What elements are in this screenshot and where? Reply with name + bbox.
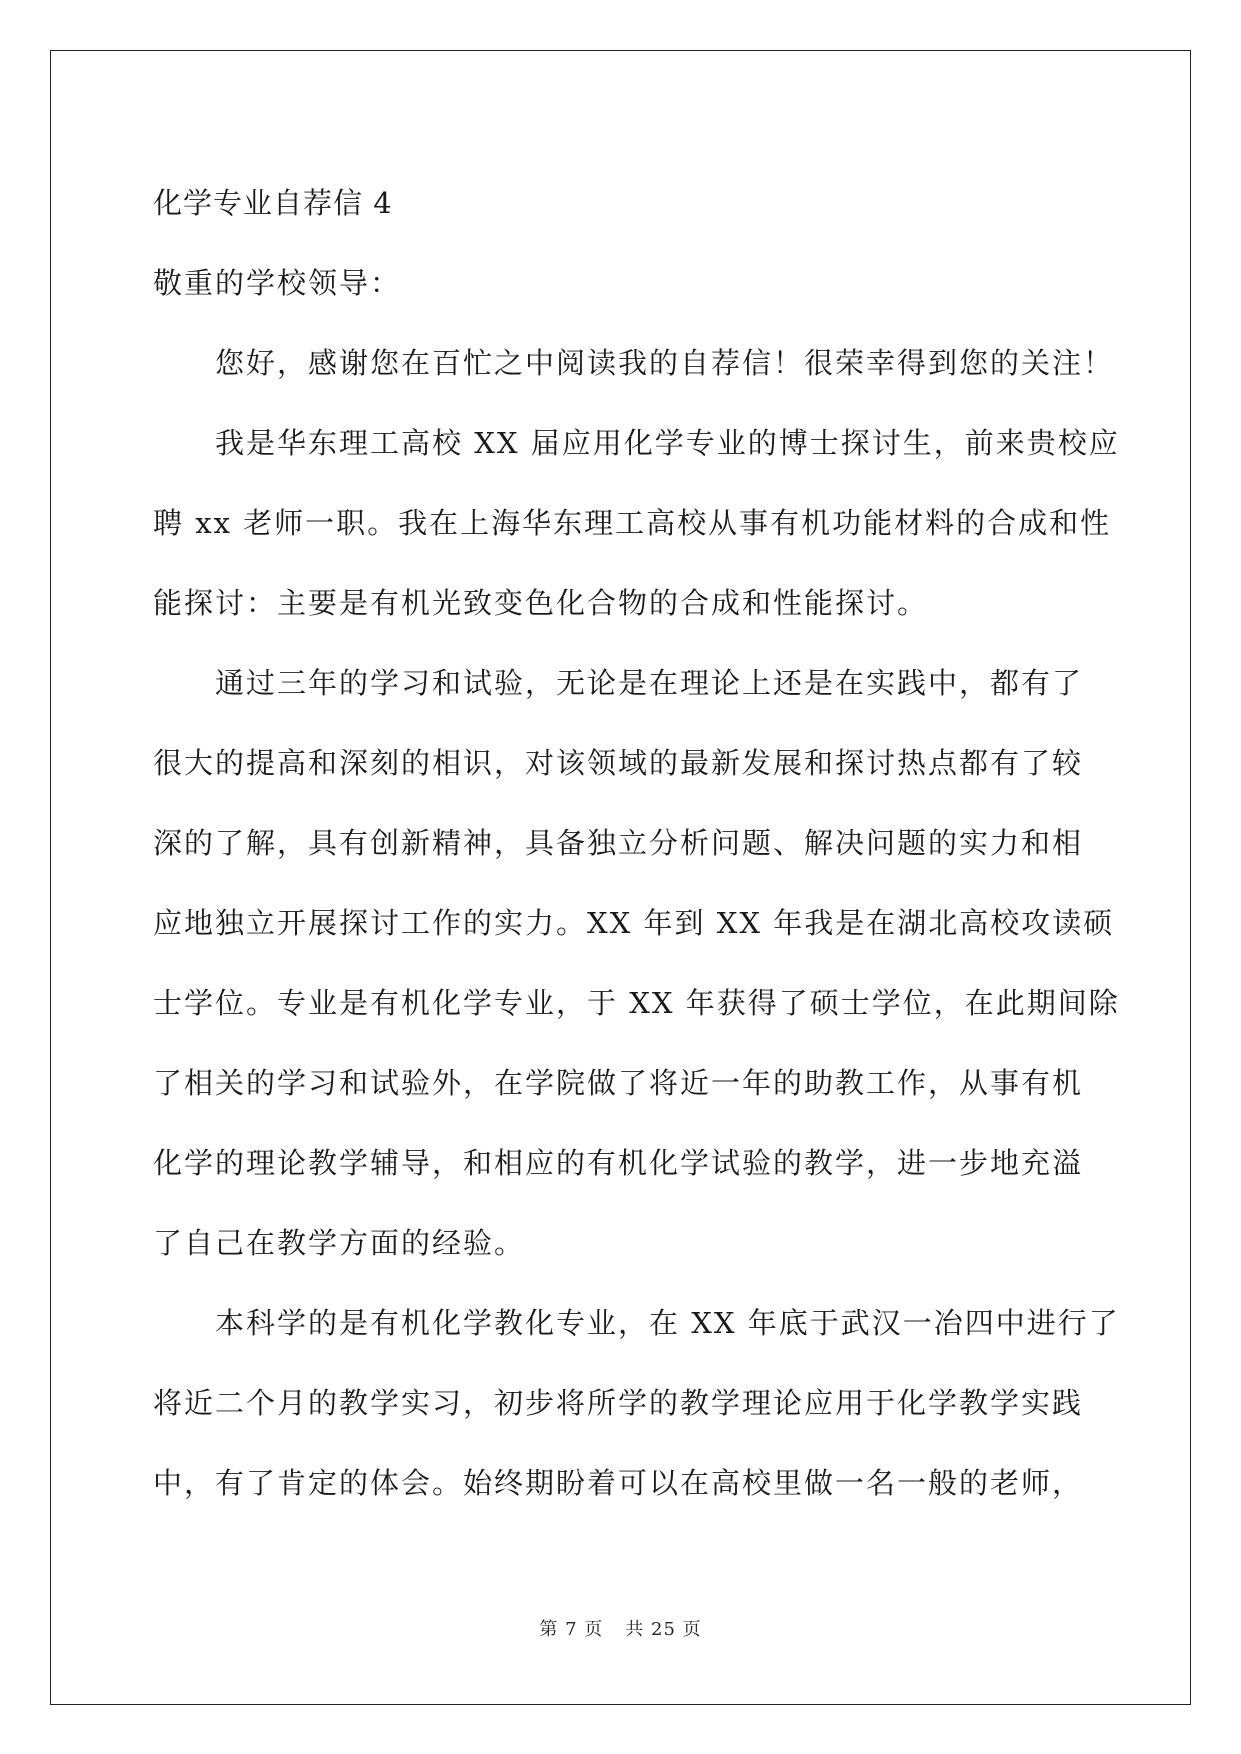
text-line: 聘 xx 老师一职。我在上海华东理工高校从事有机功能材料的合成和性 [153,506,1112,540]
page-number: 第 7 页 [539,1619,604,1640]
text-line: 应地独立开展探讨工作的实力。XX 年到 XX 年我是在湖北高校攻读硕 [153,906,1115,940]
text-line: 士学位。专业是有机化学专业，于 XX 年获得了硕士学位，在此期间除 [153,986,1120,1020]
text-line: 我是华东理工高校 XX 届应用化学专业的博士探讨生，前来贵校应 [215,426,1120,460]
text-line: 中，有了肯定的体会。始终期盼着可以在高校里做一名一般的老师， [153,1466,1084,1500]
text-line: 将近二个月的教学实习，初步将所学的教学理论应用于化学教学实践 [153,1386,1084,1420]
page-footer [0,1615,1241,1641]
text-line: 深的了解，具有创新精神，具备独立分析问题、解决问题的实力和相 [153,826,1084,860]
salutation: 敬重的学校领导： [153,266,402,300]
text-line: 化学的理论教学辅导，和相应的有机化学试验的教学，进一步地充溢 [153,1146,1084,1180]
document-title: 化学专业自荐信 4 [153,186,393,220]
text-line: 您好，感谢您在百忙之中阅读我的自荐信！很荣幸得到您的关注！ [215,346,1115,380]
text-line: 本科学的是有机化学教化专业，在 XX 年底于武汉一冶四中进行了 [215,1306,1120,1340]
page-total: 共 25 页 [625,1619,702,1640]
text-line: 通过三年的学习和试验，无论是在理论上还是在实践中，都有了 [215,666,1084,700]
text-line: 了自己在教学方面的经验。 [153,1226,526,1260]
text-line: 很大的提高和深刻的相识，对该领域的最新发展和探讨热点都有了较 [153,746,1084,780]
document-body [153,163,1120,1523]
text-line: 了相关的学习和试验外，在学院做了将近一年的助教工作，从事有机 [153,1066,1084,1100]
text-line: 能探讨：主要是有机光致变色化合物的合成和性能探讨。 [153,586,929,620]
